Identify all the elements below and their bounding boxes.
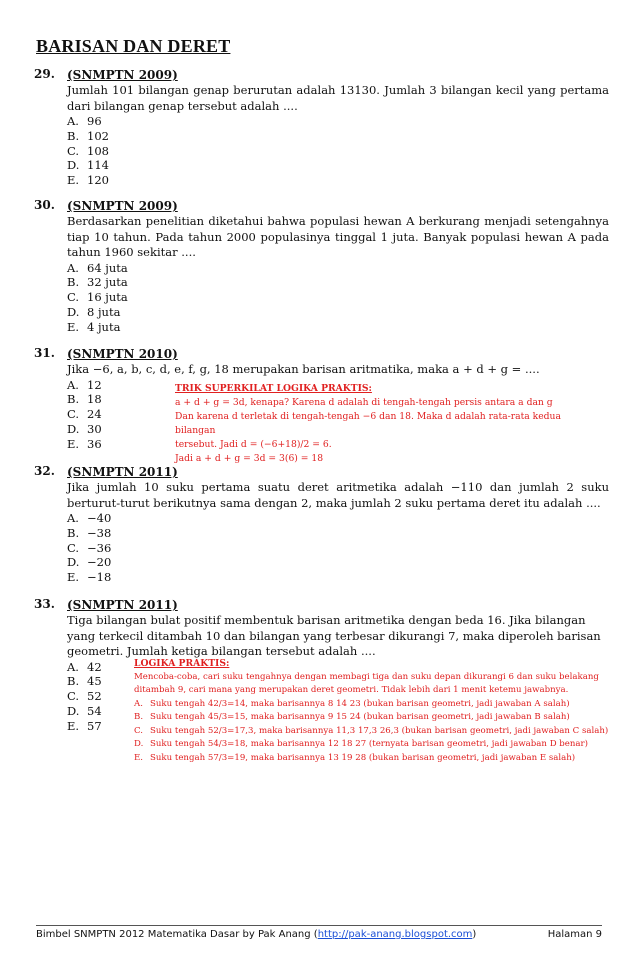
option-d: D. 54	[67, 703, 102, 718]
trick-item-d: D. Suku tengah 54/3=18, maka barisannya 12 18 27 (ternyata barisan geometri, jadi jawaban D benar)	[134, 739, 589, 749]
question-source: (SNMPTN 2009)	[67, 68, 178, 82]
question-text: Berdasarkan penelitian diketahui bahwa populasi hewan A berkurang menjadi setengahnya tiap 10 tahun. Pada tahun 2000 populasinya tinggal 1 juta. Banyak populasi hewan A pada tahun 1960 sekitar ....	[67, 214, 609, 259]
option-e: E. 4 juta	[67, 319, 121, 334]
trick-line: tersebut. Jadi d = (−6+18)/2 = 6.	[175, 439, 332, 450]
blog-link[interactable]: http://pak-anang.blogspot.com	[317, 929, 473, 940]
question-30	[34, 198, 609, 334]
option-b: B. −38	[67, 525, 112, 540]
trick-item-b: B. Suku tengah 45/3=15, maka barisannya 9 15 24 (bukan barisan geometri, jadi jawaban B salah)	[134, 712, 570, 722]
option-b: B. 18	[67, 392, 102, 407]
question-number: 33.	[34, 597, 55, 611]
option-d: D. −20	[67, 555, 112, 570]
question-text: Jumlah 101 bilangan genap berurutan adalah 13130. Jumlah 3 bilangan kecil yang pertama dari bilangan genap tersebut adalah ....	[67, 83, 609, 113]
options	[67, 511, 609, 585]
option-c: C. −36	[67, 540, 112, 555]
trick-line: a + d + g = 3d, kenapa? Karena d adalah di tengah-tengah persis antara a dan g	[175, 397, 553, 408]
question-text: Jika −6, a, b, c, d, e, f, g, 18 merupakan barisan aritmatika, maka a + d + g = ....	[67, 362, 540, 376]
option-c: C. 52	[67, 689, 102, 704]
question-number: 29.	[34, 67, 55, 81]
option-a: A. 12	[67, 377, 102, 392]
option-c: C. 24	[67, 407, 102, 422]
question-source: (SNMPTN 2011)	[67, 598, 178, 612]
option-a: A. −40	[67, 511, 112, 525]
options	[67, 261, 609, 335]
option-a: A. 42	[67, 659, 102, 674]
page-number: Halaman 9	[547, 929, 602, 940]
option-e: E. 36	[67, 436, 102, 451]
question-29	[34, 67, 609, 188]
question-number: 30.	[34, 198, 55, 212]
trick-line: Dan karena d terletak di tengah-tengah −6 dan 18. Maka d adalah rata-rata kedua bilangan	[175, 411, 561, 436]
question-text: Jika jumlah 10 suku pertama suatu deret aritmetika adalah −110 dan jumlah 2 suku berturut-turut berikutnya sama dengan 2, maka jumlah 2 suku pertama deret itu adalah ....	[67, 480, 609, 510]
question-number: 31.	[34, 346, 55, 360]
trick-box-33	[134, 657, 630, 765]
option-b: B. 45	[67, 674, 102, 689]
option-e: E. 120	[67, 173, 109, 188]
footer-credit: Bimbel SNMPTN 2012 Matematika Dasar by Pak Anang (http://pak-anang.blogspot.com)	[36, 929, 477, 940]
option-c: C. 108	[67, 143, 109, 158]
option-d: D. 8 juta	[67, 304, 121, 319]
trick-item-c: C. Suku tengah 52/3=17,3, maka barisannya 11,3 17,3 26,3 (bukan barisan geometri, jadi jawaban C salah)	[134, 725, 609, 736]
question-source: (SNMPTN 2010)	[67, 347, 178, 361]
trick-item-a: A. Suku tengah 42/3=14, maka barisannya 8 14 23 (bukan barisan geometri, jadi jawaban A salah)	[134, 698, 570, 709]
option-a: A. 64 juta	[67, 260, 128, 275]
option-c: C. 16 juta	[67, 290, 128, 305]
option-d: D. 30	[67, 421, 102, 436]
trick-line: Mencoba-coba, cari suku tengahnya dengan membagi tiga dan suku depan dikurangi 6 dan suku belakang	[134, 671, 599, 682]
option-b: B. 32 juta	[67, 275, 128, 290]
trick-item-e: E. Suku tengah 57/3=19, maka barisannya 13 19 28 (bukan barisan geometri, jadi jawaban E salah)	[134, 752, 576, 763]
trick-line: Jadi a + d + g = 3d = 3(6) = 18	[175, 453, 324, 464]
question-text: Tiga bilangan bulat positif membentuk barisan aritmetika dengan beda 16. Jika bilangan yang terkecil ditambah 10 dan bilangan yang terbesar dikurangi 7, maka diperoleh barisan geometri. Jumlah ketiga bilangan tersebut adalah ....	[67, 613, 601, 658]
trick-heading: TRIK SUPERKILAT LOGIKA PRAKTIS:	[175, 383, 372, 394]
question-number: 32.	[34, 464, 55, 478]
question-source: (SNMPTN 2009)	[67, 199, 178, 213]
trick-line: ditambah 9, cari mana yang merupakan deret geometri. Tidak lebih dari 1 menit ketemu jawabnya.	[134, 685, 569, 695]
option-e: E. 57	[67, 718, 102, 733]
question-source: (SNMPTN 2011)	[67, 465, 178, 479]
option-b: B. 102	[67, 128, 109, 143]
trick-box-31	[175, 382, 595, 466]
option-e: E. −18	[67, 570, 112, 585]
options	[67, 114, 609, 188]
trick-heading: LOGIKA PRAKTIS:	[134, 658, 230, 669]
page-title: BARISAN DAN DERET	[36, 36, 231, 56]
option-d: D. 114	[67, 158, 109, 173]
question-32	[34, 464, 609, 585]
page-footer	[36, 925, 602, 940]
option-a: A. 96	[67, 114, 102, 128]
